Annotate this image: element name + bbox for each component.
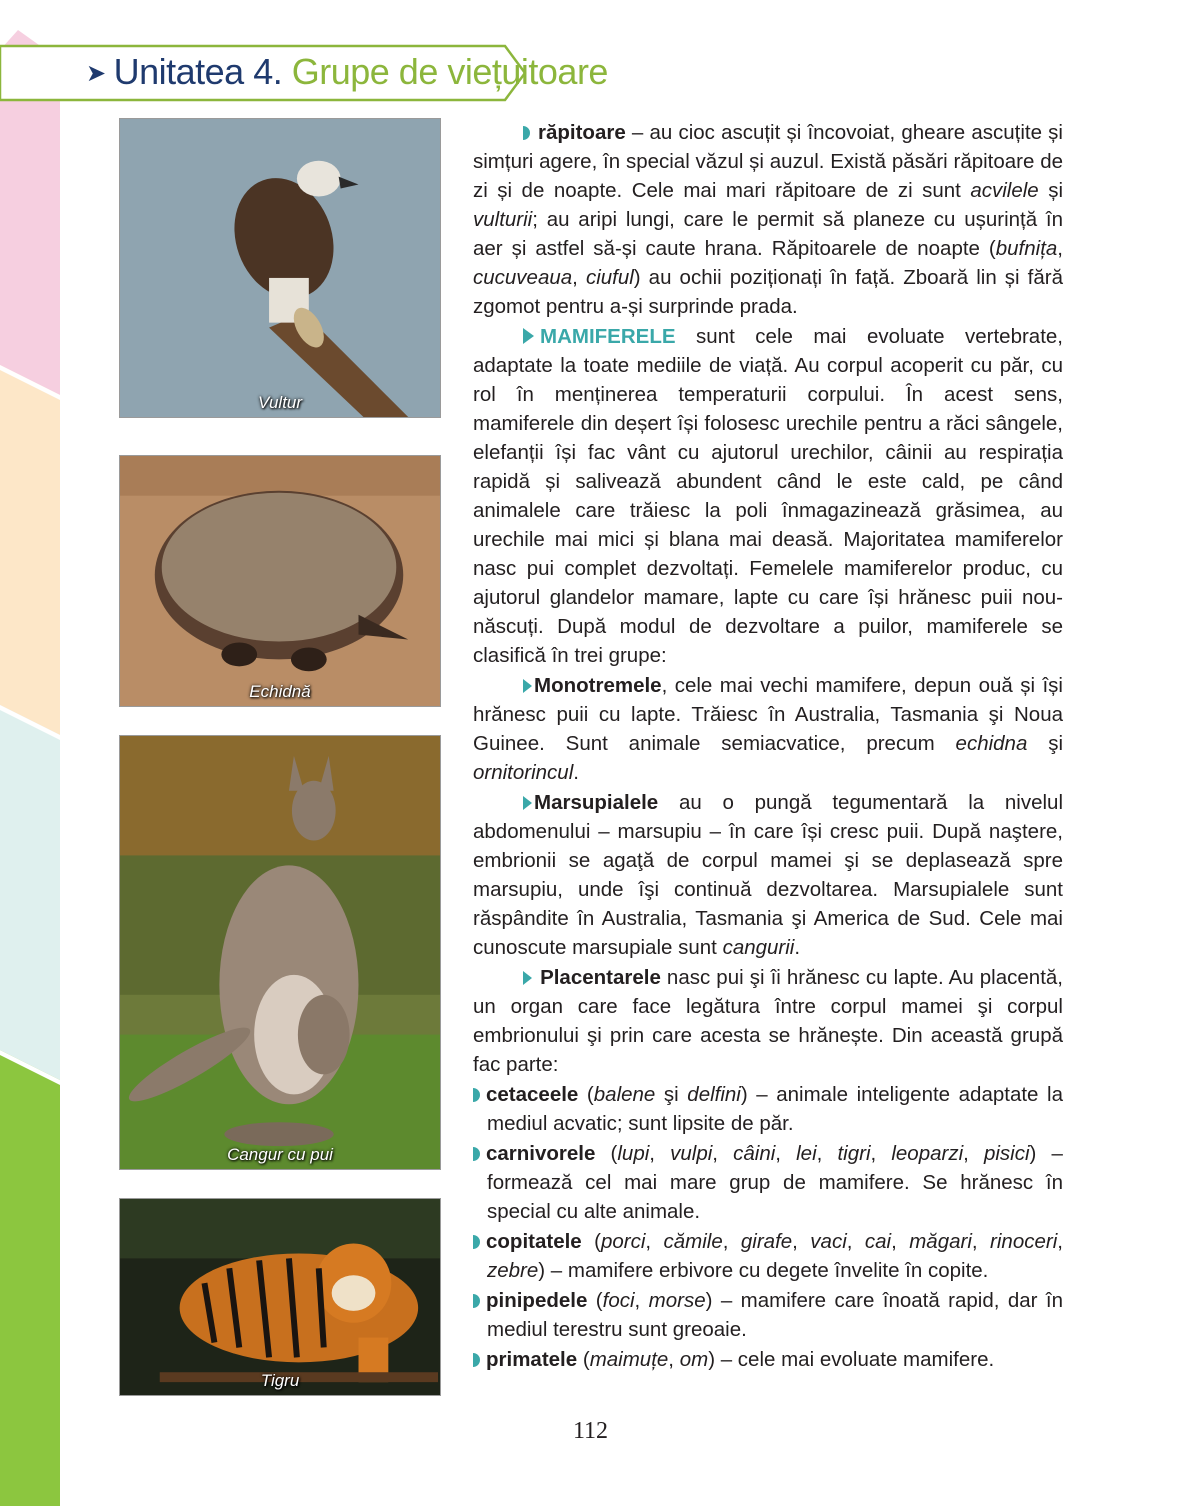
term-monotremele: Monotremele <box>534 674 662 697</box>
paragraph-marsupialele: Marsupialele au o pungă tegumentară la nivelul abdomenului – marsupiu – în care își cresc puii. După naştere, embrionii se agaţă de corpul mamei şi se deplasează spre marsupiu, unde îşi continuă dezvoltarea. Marsupialele sunt răspândite în Australia, Tasmania şi America de Sud. Cele mai cunoscute marsupiale sunt cangurii. <box>473 791 1063 959</box>
photo-cangur <box>119 735 441 1170</box>
vulture-image <box>120 119 440 417</box>
group-term: copitatele <box>486 1230 582 1253</box>
photo-caption: Vultur <box>257 393 303 412</box>
paragraph-monotremele: Monotremele, cele mai vechi mamifere, depun ouă și își hrănesc puii cu lapte. Trăiesc în Australia, Tasmania şi Noua Guinee. Sunt animale semiacvatice, precum echidna şi ornitorincul. <box>473 674 1064 784</box>
list-item: copitatele (porci, cămile, girafe, vaci, cai, măgari, rinoceri, zebre) – mamifere erbivore cu degete învelite în copite. <box>473 1227 1063 1285</box>
triangle-bullet-icon <box>523 328 534 344</box>
bullet-icon <box>523 126 530 140</box>
unit-label: Unitatea 4. <box>113 51 283 92</box>
group-term: primatele <box>486 1348 578 1371</box>
list-item: pinipedele (foci, morse) – mamifere care înoată rapid, dar în mediul terestru sunt greoaie. <box>473 1286 1063 1344</box>
unit-title: Grupe de viețuitoare <box>291 51 608 92</box>
photo-caption: Tigru <box>260 1371 300 1390</box>
group-term: cetaceele <box>486 1083 579 1106</box>
group-term: carnivorele <box>486 1142 596 1165</box>
term-mamiferele: MAMIFERELE <box>540 325 676 348</box>
tiger-image <box>120 1199 440 1395</box>
triangle-bullet-icon <box>523 679 532 693</box>
mammal-groups-list <box>473 1080 1063 1374</box>
list-item: primatele (maimuțe, om) – cele mai evoluate mamifere. <box>473 1345 1063 1374</box>
paragraph-mamiferele: MAMIFERELE sunt cele mai evoluate vertebrate, adaptate la toate mediile de viață. Au corpul acoperit cu păr, cu rol în menținerea temperaturii corpului. În acest sens, mamiferele din deșert își folosesc urechile pentru a răci sângele, elefanții își fac vânt cu ajutorul urechilor, câinii au respirația rapidă și salivează abundent când le este cald, pe când animalele care trăiesc la poli înmagazinează grăsimea, au urechile mai mici și blana mai deasă. Majoritatea mamiferelor nasc pui complet dezvoltați. Femelele mamiferelor produc, cu ajutorul glandelor mamare, lapte cu care își hrănesc puii nou-născuți. După modul de dezvoltare a puilor, mamiferele se clasifică în trei grupe: <box>473 325 1063 667</box>
list-item: carnivorele (lupi, vulpi, câini, lei, tigri, leoparzi, pisici) – formează cel mai mare grup de mamifere. Se hrănesc în special cu alte animale. <box>473 1139 1063 1226</box>
term-rapitoare: răpitoare <box>538 121 626 144</box>
bullet-icon <box>473 1088 480 1102</box>
photo-tigru <box>119 1198 441 1396</box>
paragraph-placentarele: Placentarele nasc pui şi îi hrănesc cu lapte. Au placentă, un organ care face legătura între corpul mamei şi corpul embrionului şi prin care acesta se hrănește. Din această grupă fac parte: <box>473 966 1063 1076</box>
photo-vultur <box>119 118 441 418</box>
page-number: 112 <box>572 1418 609 1444</box>
bullet-icon <box>473 1294 480 1308</box>
photo-caption: Echidnă <box>249 682 311 701</box>
body-text <box>473 118 1063 1375</box>
triangle-bullet-icon <box>523 971 532 985</box>
term-marsupialele: Marsupialele <box>534 791 659 814</box>
photo-caption: Cangur cu pui <box>227 1145 333 1164</box>
bullet-icon <box>473 1235 480 1249</box>
page-header <box>86 49 608 97</box>
decorative-side-ribbon <box>0 0 60 1506</box>
kangaroo-image <box>120 736 440 1169</box>
bullet-icon <box>473 1353 480 1367</box>
term-placentarele: Placentarele <box>540 966 661 989</box>
list-item: cetaceele (balene şi delfini) – animale inteligente adaptate la mediul acvatic; sunt lipsite de păr. <box>473 1080 1063 1138</box>
paragraph-rapitoare: răpitoare – au cioc ascuțit și încovoiat, gheare ascuțite și simțuri agere, în special văzul și auzul. Există păsări răpitoare de zi și de noapte. Cele mai mari răpitoare de zi sunt acvilele și vulturii; au aripi lungi, care le permit să planeze cu ușurință în aer și astfel să-și caute hrana. Răpitoarele de noapte (bufnița, cucuveaua, ciuful) au ochii poziționați în față. Zboară lin și fără zgomot pentru a-și surprinde prada. <box>473 121 1063 318</box>
group-term: pinipedele <box>486 1289 588 1312</box>
bullet-icon <box>473 1147 480 1161</box>
photo-echidna <box>119 455 441 707</box>
echidna-image <box>120 456 440 706</box>
triangle-bullet-icon <box>523 796 532 810</box>
header-arrow-icon: ➤ <box>86 60 106 87</box>
